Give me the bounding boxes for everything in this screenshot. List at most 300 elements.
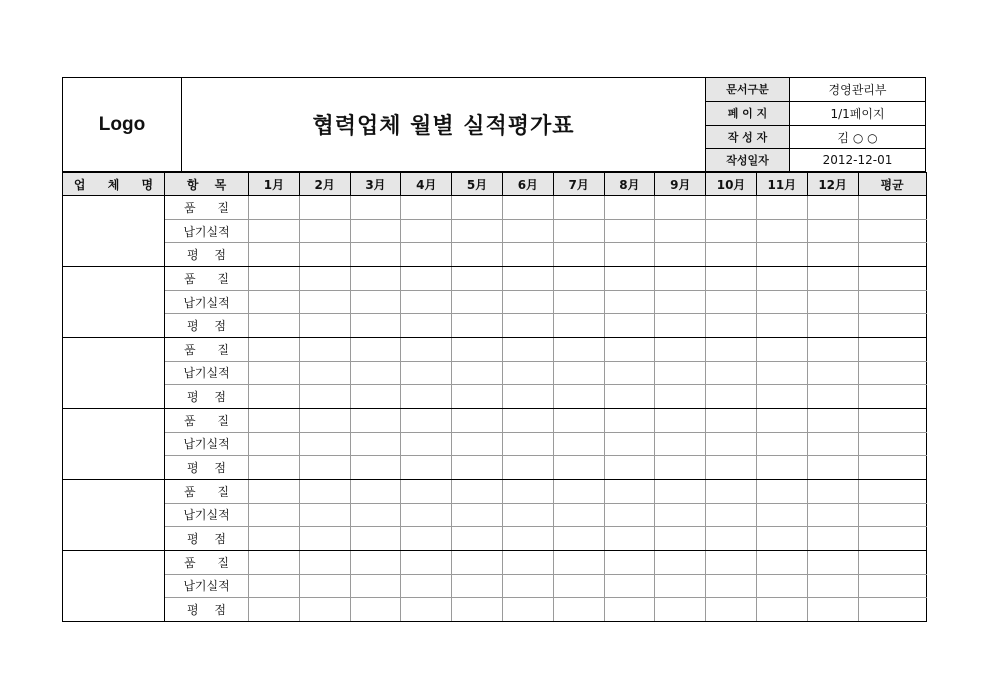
item-label: 품 질 (165, 550, 249, 574)
score-cell[interactable] (249, 267, 300, 291)
score-cell[interactable] (502, 338, 553, 362)
score-cell[interactable] (807, 361, 858, 385)
score-cell[interactable] (350, 574, 401, 598)
score-cell[interactable] (655, 243, 706, 267)
document-header (62, 77, 926, 172)
vendor-name-cell[interactable] (63, 550, 165, 621)
score-cell[interactable] (756, 196, 807, 220)
table-row (63, 243, 927, 267)
score-cell[interactable] (401, 338, 452, 362)
month-column-header: 8月 (604, 173, 655, 196)
score-cell[interactable] (756, 385, 807, 409)
table-row (63, 267, 927, 291)
score-cell[interactable] (452, 527, 503, 551)
score-cell[interactable] (655, 456, 706, 480)
score-cell[interactable] (401, 598, 452, 622)
score-cell[interactable] (299, 243, 350, 267)
score-cell[interactable] (807, 456, 858, 480)
score-cell[interactable] (401, 408, 452, 432)
score-cell[interactable] (706, 503, 757, 527)
score-cell[interactable] (604, 385, 655, 409)
score-cell[interactable] (756, 219, 807, 243)
score-cell[interactable] (249, 598, 300, 622)
score-cell[interactable] (502, 219, 553, 243)
score-cell[interactable] (502, 503, 553, 527)
average-cell[interactable] (858, 385, 926, 409)
item-label: 납기실적 (165, 503, 249, 527)
score-cell[interactable] (350, 290, 401, 314)
score-cell[interactable] (807, 479, 858, 503)
vendor-name-cell[interactable] (63, 479, 165, 550)
score-cell[interactable] (299, 196, 350, 220)
average-cell[interactable] (858, 196, 926, 220)
score-cell[interactable] (350, 196, 401, 220)
score-cell[interactable] (655, 361, 706, 385)
score-cell[interactable] (299, 456, 350, 480)
item-label: 평 점 (165, 456, 249, 480)
score-cell[interactable] (756, 527, 807, 551)
score-cell[interactable] (502, 361, 553, 385)
score-cell[interactable] (655, 290, 706, 314)
score-cell[interactable] (553, 314, 604, 338)
month-column-header: 5月 (452, 173, 503, 196)
score-cell[interactable] (807, 290, 858, 314)
score-cell[interactable] (756, 479, 807, 503)
average-cell[interactable] (858, 432, 926, 456)
score-cell[interactable] (502, 598, 553, 622)
score-cell[interactable] (807, 338, 858, 362)
score-cell[interactable] (706, 243, 757, 267)
score-cell[interactable] (756, 267, 807, 291)
score-cell[interactable] (756, 550, 807, 574)
score-cell[interactable] (299, 527, 350, 551)
month-column-header: 3月 (350, 173, 401, 196)
score-cell[interactable] (299, 361, 350, 385)
score-cell[interactable] (299, 219, 350, 243)
month-column-header: 9月 (655, 173, 706, 196)
average-cell[interactable] (858, 503, 926, 527)
month-column-header: 2月 (299, 173, 350, 196)
score-cell[interactable] (756, 361, 807, 385)
score-cell[interactable] (706, 408, 757, 432)
score-cell[interactable] (553, 385, 604, 409)
item-label: 납기실적 (165, 290, 249, 314)
score-cell[interactable] (655, 479, 706, 503)
score-cell[interactable] (452, 385, 503, 409)
score-cell[interactable] (452, 314, 503, 338)
score-cell[interactable] (807, 243, 858, 267)
score-cell[interactable] (401, 456, 452, 480)
score-cell[interactable] (452, 456, 503, 480)
score-cell[interactable] (553, 408, 604, 432)
score-cell[interactable] (807, 219, 858, 243)
score-cell[interactable] (401, 267, 452, 291)
meta-label-author: 작 성 자 (706, 125, 790, 149)
score-cell[interactable] (604, 479, 655, 503)
score-cell[interactable] (452, 503, 503, 527)
table-row (63, 219, 927, 243)
table-row (63, 598, 927, 622)
score-cell[interactable] (401, 385, 452, 409)
table-row (63, 314, 927, 338)
score-cell[interactable] (655, 432, 706, 456)
score-cell[interactable] (299, 574, 350, 598)
item-label: 품 질 (165, 196, 249, 220)
document-title: 협력업체 월별 실적평가표 (182, 78, 706, 172)
score-cell[interactable] (553, 550, 604, 574)
vendor-name-cell[interactable] (63, 267, 165, 338)
item-label: 납기실적 (165, 361, 249, 385)
score-cell[interactable] (299, 598, 350, 622)
score-cell[interactable] (502, 574, 553, 598)
score-cell[interactable] (350, 243, 401, 267)
month-column-header: 10月 (706, 173, 757, 196)
score-cell[interactable] (249, 290, 300, 314)
month-column-header: 7月 (553, 173, 604, 196)
score-cell[interactable] (553, 196, 604, 220)
average-cell[interactable] (858, 527, 926, 551)
score-cell[interactable] (756, 290, 807, 314)
vendor-name-cell[interactable] (63, 338, 165, 409)
score-cell[interactable] (604, 267, 655, 291)
item-label: 납기실적 (165, 574, 249, 598)
score-cell[interactable] (401, 432, 452, 456)
score-cell[interactable] (604, 456, 655, 480)
average-cell[interactable] (858, 219, 926, 243)
score-cell[interactable] (756, 432, 807, 456)
month-column-header: 12月 (807, 173, 858, 196)
score-cell[interactable] (350, 527, 401, 551)
score-cell[interactable] (604, 408, 655, 432)
score-cell[interactable] (756, 243, 807, 267)
score-cell[interactable] (655, 527, 706, 551)
item-label: 평 점 (165, 385, 249, 409)
score-cell[interactable] (553, 290, 604, 314)
score-cell[interactable] (452, 574, 503, 598)
score-cell[interactable] (249, 479, 300, 503)
score-cell[interactable] (452, 243, 503, 267)
score-cell[interactable] (655, 503, 706, 527)
score-cell[interactable] (249, 385, 300, 409)
score-cell[interactable] (401, 550, 452, 574)
score-cell[interactable] (452, 598, 503, 622)
score-cell[interactable] (756, 598, 807, 622)
score-cell[interactable] (452, 196, 503, 220)
item-label: 평 점 (165, 598, 249, 622)
score-cell[interactable] (655, 314, 706, 338)
score-cell[interactable] (807, 527, 858, 551)
score-cell[interactable] (655, 338, 706, 362)
score-cell[interactable] (553, 456, 604, 480)
score-cell[interactable] (452, 550, 503, 574)
score-cell[interactable] (249, 550, 300, 574)
score-cell[interactable] (756, 338, 807, 362)
score-cell[interactable] (756, 503, 807, 527)
vendor-name-cell[interactable] (63, 408, 165, 479)
score-cell[interactable] (249, 408, 300, 432)
score-cell[interactable] (604, 598, 655, 622)
score-cell[interactable] (249, 196, 300, 220)
score-cell[interactable] (401, 361, 452, 385)
score-cell[interactable] (553, 267, 604, 291)
vendor-name-cell[interactable] (63, 196, 165, 267)
logo: Logo (63, 78, 182, 172)
month-column-header: 11月 (756, 173, 807, 196)
score-cell[interactable] (807, 503, 858, 527)
table-row (63, 338, 927, 362)
month-column-header: 6月 (502, 173, 553, 196)
score-cell[interactable] (299, 314, 350, 338)
score-cell[interactable] (350, 432, 401, 456)
score-cell[interactable] (401, 290, 452, 314)
average-cell[interactable] (858, 408, 926, 432)
item-label: 평 점 (165, 527, 249, 551)
score-cell[interactable] (655, 550, 706, 574)
average-cell[interactable] (858, 338, 926, 362)
score-cell[interactable] (756, 314, 807, 338)
score-cell[interactable] (299, 338, 350, 362)
meta-label-doc-type: 문서구분 (706, 78, 790, 102)
score-cell[interactable] (299, 385, 350, 409)
score-cell[interactable] (807, 432, 858, 456)
score-cell[interactable] (807, 196, 858, 220)
score-cell[interactable] (655, 267, 706, 291)
score-cell[interactable] (502, 290, 553, 314)
score-cell[interactable] (249, 338, 300, 362)
score-cell[interactable] (553, 527, 604, 551)
score-cell[interactable] (706, 456, 757, 480)
score-cell[interactable] (350, 479, 401, 503)
score-cell[interactable] (299, 267, 350, 291)
score-cell[interactable] (604, 243, 655, 267)
item-label: 납기실적 (165, 432, 249, 456)
month-column-header: 1月 (249, 173, 300, 196)
score-cell[interactable] (553, 243, 604, 267)
table-row (63, 456, 927, 480)
score-cell[interactable] (604, 503, 655, 527)
score-cell[interactable] (502, 196, 553, 220)
score-cell[interactable] (604, 290, 655, 314)
score-cell[interactable] (706, 361, 757, 385)
item-label: 평 점 (165, 314, 249, 338)
table-header-row (63, 173, 927, 196)
score-cell[interactable] (655, 219, 706, 243)
score-cell[interactable] (807, 267, 858, 291)
table-row (63, 527, 927, 551)
score-cell[interactable] (299, 290, 350, 314)
score-cell[interactable] (502, 408, 553, 432)
score-cell[interactable] (604, 314, 655, 338)
score-cell[interactable] (452, 267, 503, 291)
score-cell[interactable] (452, 479, 503, 503)
score-cell[interactable] (249, 432, 300, 456)
score-cell[interactable] (655, 408, 706, 432)
score-cell[interactable] (350, 267, 401, 291)
item-column-header: 항 목 (165, 173, 249, 196)
score-cell[interactable] (350, 598, 401, 622)
score-cell[interactable] (350, 408, 401, 432)
score-cell[interactable] (502, 243, 553, 267)
meta-value-doc-type: 경영관리부 (790, 78, 926, 102)
score-cell[interactable] (604, 527, 655, 551)
score-cell[interactable] (553, 219, 604, 243)
average-cell[interactable] (858, 456, 926, 480)
average-cell[interactable] (858, 598, 926, 622)
score-cell[interactable] (604, 550, 655, 574)
meta-label-date: 작성일자 (706, 149, 790, 172)
score-cell[interactable] (655, 385, 706, 409)
score-cell[interactable] (655, 196, 706, 220)
score-cell[interactable] (299, 432, 350, 456)
score-cell[interactable] (299, 479, 350, 503)
score-cell[interactable] (706, 267, 757, 291)
score-cell[interactable] (604, 219, 655, 243)
score-cell[interactable] (299, 408, 350, 432)
score-cell[interactable] (706, 574, 757, 598)
score-cell[interactable] (706, 385, 757, 409)
score-cell[interactable] (401, 196, 452, 220)
item-label: 평 점 (165, 243, 249, 267)
score-cell[interactable] (807, 385, 858, 409)
meta-label-page: 페 이 지 (706, 101, 790, 125)
score-cell[interactable] (249, 314, 300, 338)
score-cell[interactable] (249, 574, 300, 598)
score-cell[interactable] (706, 314, 757, 338)
score-cell[interactable] (604, 361, 655, 385)
score-cell[interactable] (401, 503, 452, 527)
table-row (63, 408, 927, 432)
score-cell[interactable] (502, 432, 553, 456)
average-cell[interactable] (858, 550, 926, 574)
score-cell[interactable] (502, 456, 553, 480)
score-cell[interactable] (706, 196, 757, 220)
score-cell[interactable] (350, 385, 401, 409)
score-cell[interactable] (350, 361, 401, 385)
score-cell[interactable] (553, 479, 604, 503)
score-cell[interactable] (756, 574, 807, 598)
score-cell[interactable] (502, 550, 553, 574)
score-cell[interactable] (502, 527, 553, 551)
table-row (63, 503, 927, 527)
score-cell[interactable] (401, 574, 452, 598)
score-cell[interactable] (807, 408, 858, 432)
score-cell[interactable] (249, 456, 300, 480)
item-label: 품 질 (165, 479, 249, 503)
score-cell[interactable] (299, 503, 350, 527)
score-cell[interactable] (249, 219, 300, 243)
average-cell[interactable] (858, 574, 926, 598)
score-cell[interactable] (350, 338, 401, 362)
table-row (63, 361, 927, 385)
score-cell[interactable] (401, 219, 452, 243)
item-label: 품 질 (165, 338, 249, 362)
score-cell[interactable] (452, 432, 503, 456)
vendor-column-header: 업 체 명 (63, 173, 165, 196)
score-cell[interactable] (401, 314, 452, 338)
score-cell[interactable] (452, 408, 503, 432)
score-cell[interactable] (553, 361, 604, 385)
score-cell[interactable] (553, 574, 604, 598)
item-label: 품 질 (165, 408, 249, 432)
score-cell[interactable] (401, 527, 452, 551)
table-row (63, 432, 927, 456)
score-cell[interactable] (553, 503, 604, 527)
score-cell[interactable] (502, 314, 553, 338)
score-cell[interactable] (553, 432, 604, 456)
score-cell[interactable] (706, 338, 757, 362)
score-cell[interactable] (706, 550, 757, 574)
score-cell[interactable] (604, 338, 655, 362)
score-cell[interactable] (706, 290, 757, 314)
evaluation-table (62, 172, 927, 622)
score-cell[interactable] (807, 314, 858, 338)
score-cell[interactable] (604, 196, 655, 220)
score-cell[interactable] (655, 598, 706, 622)
score-cell[interactable] (350, 219, 401, 243)
score-cell[interactable] (452, 290, 503, 314)
score-cell[interactable] (249, 527, 300, 551)
score-cell[interactable] (502, 267, 553, 291)
score-cell[interactable] (655, 574, 706, 598)
score-cell[interactable] (706, 219, 757, 243)
average-column-header: 평균 (858, 173, 926, 196)
score-cell[interactable] (706, 598, 757, 622)
average-cell[interactable] (858, 479, 926, 503)
score-cell[interactable] (350, 314, 401, 338)
score-cell[interactable] (502, 385, 553, 409)
score-cell[interactable] (249, 503, 300, 527)
month-column-header: 4月 (401, 173, 452, 196)
score-cell[interactable] (604, 432, 655, 456)
score-cell[interactable] (706, 479, 757, 503)
meta-value-date: 2012-12-01 (790, 149, 926, 172)
score-cell[interactable] (452, 361, 503, 385)
average-cell[interactable] (858, 314, 926, 338)
score-cell[interactable] (807, 574, 858, 598)
average-cell[interactable] (858, 290, 926, 314)
score-cell[interactable] (706, 432, 757, 456)
score-cell[interactable] (350, 456, 401, 480)
score-cell[interactable] (249, 361, 300, 385)
score-cell[interactable] (553, 338, 604, 362)
score-cell[interactable] (299, 550, 350, 574)
meta-value-page: 1/1페이지 (790, 101, 926, 125)
score-cell[interactable] (807, 598, 858, 622)
score-cell[interactable] (249, 243, 300, 267)
score-cell[interactable] (756, 408, 807, 432)
table-row (63, 574, 927, 598)
score-cell[interactable] (807, 550, 858, 574)
score-cell[interactable] (350, 503, 401, 527)
average-cell[interactable] (858, 243, 926, 267)
item-label: 품 질 (165, 267, 249, 291)
table-row (63, 385, 927, 409)
score-cell[interactable] (350, 550, 401, 574)
score-cell[interactable] (452, 219, 503, 243)
average-cell[interactable] (858, 267, 926, 291)
score-cell[interactable] (706, 527, 757, 551)
score-cell[interactable] (756, 456, 807, 480)
meta-value-author: 김 ○ ○ (790, 125, 926, 149)
average-cell[interactable] (858, 361, 926, 385)
score-cell[interactable] (452, 338, 503, 362)
score-cell[interactable] (401, 479, 452, 503)
score-cell[interactable] (604, 574, 655, 598)
score-cell[interactable] (502, 479, 553, 503)
score-cell[interactable] (401, 243, 452, 267)
table-row (63, 290, 927, 314)
score-cell[interactable] (553, 598, 604, 622)
